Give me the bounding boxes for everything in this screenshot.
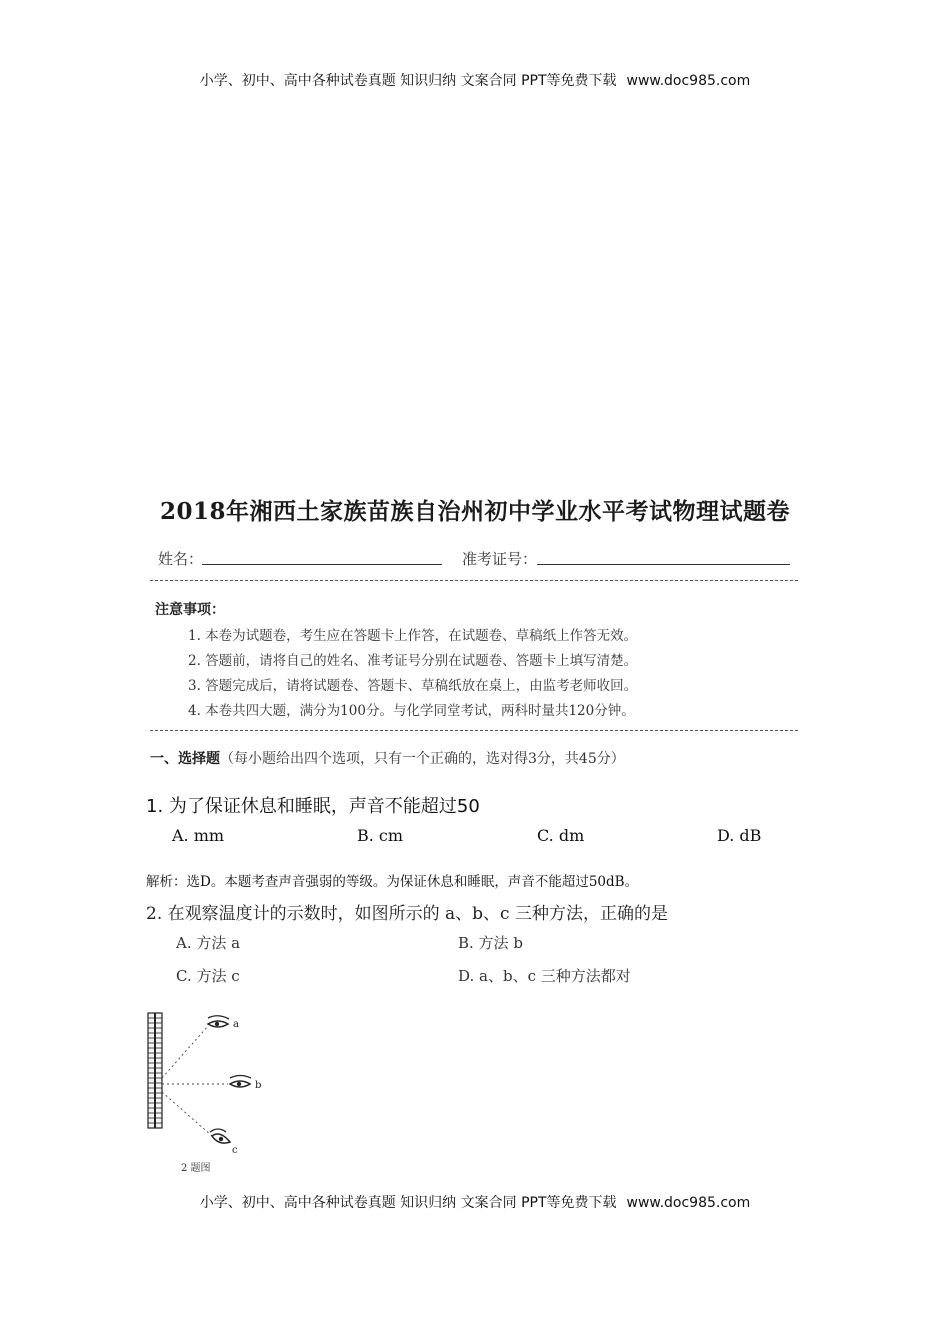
exam-title: 2018年湘西土家族苗族自治州初中学业水平考试物理试题卷 bbox=[159, 498, 790, 525]
sight-line-a bbox=[162, 1026, 208, 1078]
notice-item-2: 2. 答题前，请将自己的姓名、准考证号分别在试题卷、答题卡上填写清楚。 bbox=[188, 653, 638, 669]
section-header bbox=[150, 748, 625, 768]
divider-bottom bbox=[150, 730, 798, 731]
q1-option-a: A. mm bbox=[172, 826, 225, 845]
q1-option-c: C. dm bbox=[537, 826, 585, 845]
name-field-line bbox=[202, 564, 442, 565]
q2-option-a: A. 方法 a bbox=[176, 934, 241, 952]
exam-id-label: 准考证号： bbox=[462, 550, 538, 568]
notice-title: 注意事项： bbox=[155, 602, 225, 618]
divider-top bbox=[150, 580, 798, 581]
q1-analysis: 解析：选D。本题考查声音强弱的等级。为保证休息和睡眠，声音不能超过50dB。 bbox=[146, 874, 639, 890]
footer-banner-url[interactable]: www.doc985.com bbox=[626, 1195, 751, 1211]
eye-icon-c bbox=[210, 1129, 230, 1143]
question-2-stem: 2. 在观察温度计的示数时，如图所示的 a、b、c 三种方法，正确的是 bbox=[146, 904, 668, 924]
exam-id-field-line bbox=[537, 564, 790, 565]
q1-option-b: B. cm bbox=[357, 826, 404, 845]
thermometer-figure bbox=[140, 1008, 280, 1178]
notice-item-1: 1. 本卷为试题卷，考生应在答题卡上作答，在试题卷、草稿纸上作答无效。 bbox=[188, 628, 638, 644]
eye-icon-b bbox=[230, 1076, 251, 1088]
notice-item-4: 4. 本卷共四大题，满分为100分。与化学同堂考试，两科时量共120分钟。 bbox=[188, 703, 635, 719]
q2-option-b: B. 方法 b bbox=[458, 934, 523, 952]
figure-caption: 2 题图 bbox=[181, 1163, 211, 1174]
thermometer-icon bbox=[148, 1013, 162, 1128]
sight-line-c bbox=[162, 1092, 212, 1136]
section-note: （每小题给出四个选项，只有一个正确的，选对得3分，共45分） bbox=[220, 751, 625, 767]
section-title: 一、选择题 bbox=[150, 751, 220, 767]
figure-label-c: c bbox=[232, 1145, 238, 1156]
question-1-stem: 1. 为了保证休息和睡眠，声音不能超过50 bbox=[146, 796, 480, 817]
q2-option-c: C. 方法 c bbox=[176, 967, 240, 985]
figure-label-a: a bbox=[233, 1019, 239, 1030]
name-label: 姓名： bbox=[158, 550, 204, 568]
q1-option-d: D. dB bbox=[717, 826, 762, 845]
header-banner-text: 小学、初中、高中各种试卷真题 知识归纳 文案合同 PPT等免费下载 bbox=[199, 73, 617, 89]
footer-banner-text: 小学、初中、高中各种试卷真题 知识归纳 文案合同 PPT等免费下载 bbox=[199, 1195, 617, 1211]
q2-option-d: D. a、b、c 三种方法都对 bbox=[458, 967, 631, 985]
header-banner bbox=[0, 70, 950, 90]
eye-icon-a bbox=[208, 1016, 229, 1027]
figure-label-b: b bbox=[255, 1080, 262, 1091]
footer-banner bbox=[0, 1192, 950, 1212]
notice-item-3: 3. 答题完成后，请将试题卷、答题卡、草稿纸放在桌上，由监考老师收回。 bbox=[188, 678, 638, 694]
header-banner-url[interactable]: www.doc985.com bbox=[626, 73, 751, 89]
